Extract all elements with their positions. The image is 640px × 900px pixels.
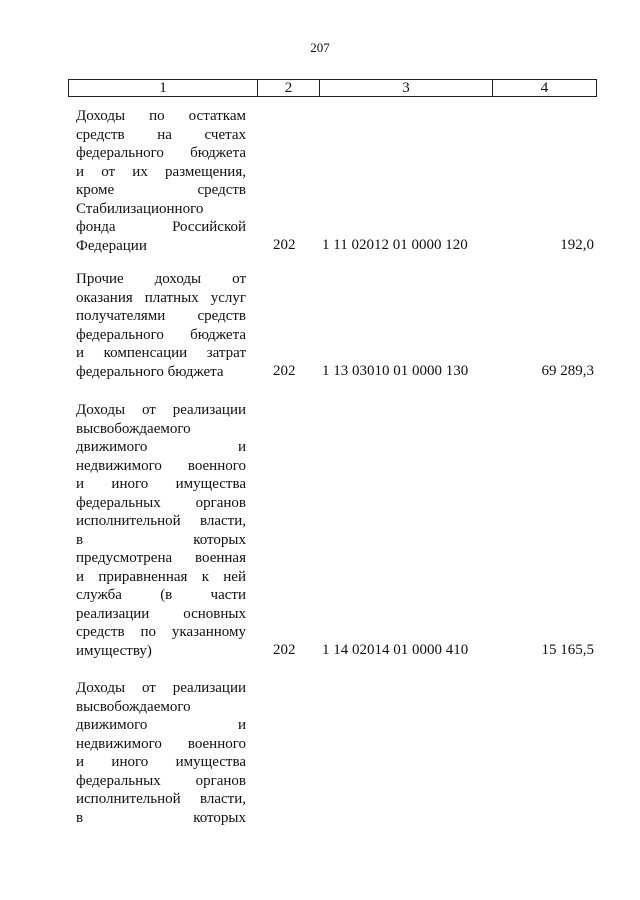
description-line: средств на счетах <box>76 126 246 143</box>
row-description <box>76 270 246 381</box>
admin-code: 202 <box>273 363 296 379</box>
amount-value: 192,0 <box>560 237 594 253</box>
description-line: недвижимого военного <box>76 457 246 474</box>
description-line: имуществу) <box>76 642 152 659</box>
column-header-2: 2 <box>258 80 320 97</box>
description-line: недвижимого военного <box>76 735 246 752</box>
description-line: предусмотрена военная <box>76 550 246 566</box>
row-description <box>76 679 246 827</box>
description-line: средств по указанному <box>76 624 246 640</box>
description-line: Прочие доходы от <box>76 271 246 287</box>
description-line: исполнительной власти, <box>76 791 246 807</box>
description-line: федеральных органов <box>76 772 246 789</box>
description-line: кроме средств <box>76 182 246 198</box>
description-line: федерального бюджета <box>76 363 224 380</box>
budget-classification-code: 1 14 02014 01 0000 410 <box>322 642 469 658</box>
description-line: и иного имущества <box>76 476 246 492</box>
description-line: движимого и <box>76 717 246 733</box>
description-line: и от их размещения, <box>76 163 246 180</box>
description-line: Доходы от реализации <box>76 680 246 696</box>
description-line: федеральных органов <box>76 494 246 511</box>
column-header-table <box>68 79 597 97</box>
column-header-4: 4 <box>493 80 597 97</box>
admin-code: 202 <box>273 237 296 253</box>
description-line: Доходы от реализации <box>76 402 246 418</box>
description-line: и приравненная к ней <box>76 568 246 585</box>
description-line: Доходы по остаткам <box>76 108 246 124</box>
amount-value: 15 165,5 <box>541 642 594 658</box>
description-line: и компенсации затрат <box>76 345 246 361</box>
description-line: служба (в части <box>76 587 246 603</box>
description-line: и иного имущества <box>76 754 246 770</box>
budget-classification-code: 1 11 02012 01 0000 120 <box>322 237 468 253</box>
description-line: федерального бюджета <box>76 326 246 343</box>
description-line: Стабилизационного <box>76 200 204 217</box>
description-line: высвобождаемого <box>76 698 191 715</box>
description-line: движимого и <box>76 439 246 455</box>
description-line: фонда Российской <box>76 219 246 235</box>
description-line: Федерации <box>76 237 147 254</box>
budget-classification-code: 1 13 03010 01 0000 130 <box>322 363 469 379</box>
column-header-3: 3 <box>320 80 493 97</box>
description-line: исполнительной власти, <box>76 513 246 529</box>
amount-value: 69 289,3 <box>541 363 594 379</box>
row-description <box>76 107 246 255</box>
description-line: реализации основных <box>76 605 246 622</box>
description-line: в которых <box>76 809 246 826</box>
column-header-1: 1 <box>69 80 258 97</box>
description-line: получателями средств <box>76 308 246 324</box>
description-line: в которых <box>76 531 246 548</box>
admin-code: 202 <box>273 642 296 658</box>
page-number: 207 <box>310 40 330 55</box>
description-line: оказания платных услуг <box>76 289 246 306</box>
description-line: федерального бюджета <box>76 145 246 161</box>
description-line: высвобождаемого <box>76 420 191 437</box>
row-description <box>76 401 246 660</box>
